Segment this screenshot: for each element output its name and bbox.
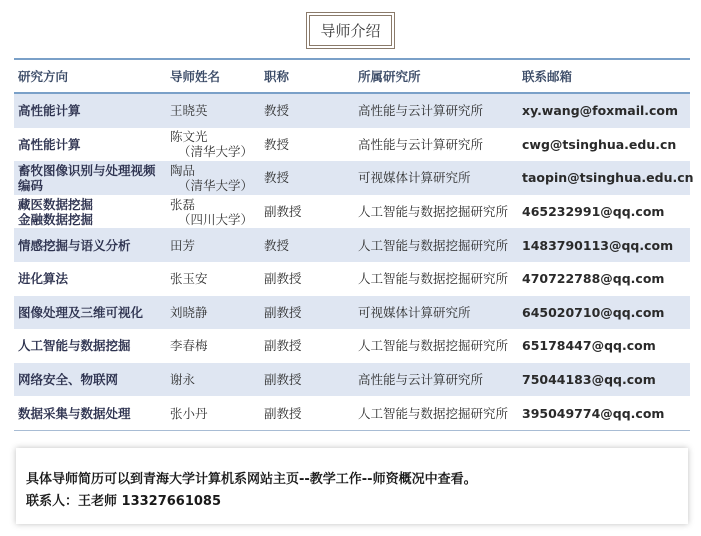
cell-direction: 数据采集与数据处理 <box>14 396 166 430</box>
advisor-name: 张磊 <box>170 196 196 212</box>
cell-institute: 可视媒体计算研究所 <box>354 296 518 330</box>
title-area <box>0 12 701 49</box>
cell-rank: 副教授 <box>260 296 354 330</box>
cell-name <box>166 161 260 195</box>
header-name: 导师姓名 <box>166 60 260 93</box>
cell-name <box>166 195 260 229</box>
cell-direction: 图像处理及三维可视化 <box>14 296 166 330</box>
cell-institute: 人工智能与数据挖掘研究所 <box>354 329 518 363</box>
cell-rank: 副教授 <box>260 329 354 363</box>
cell-email: taopin@tsinghua.edu.cn <box>518 161 690 195</box>
cell-email: 75044183@qq.com <box>518 363 690 397</box>
table-body <box>14 93 694 430</box>
cell-name <box>166 396 260 430</box>
cell-rank: 教授 <box>260 228 354 262</box>
advisor-name: 张玉安 <box>170 271 208 287</box>
table-row <box>14 363 690 397</box>
cell-direction: 高性能计算 <box>14 93 166 128</box>
cell-direction: 畜牧图像识别与处理视频编码 <box>14 161 166 195</box>
cell-name <box>166 262 260 296</box>
cell-email: 1483790113@qq.com <box>518 228 690 262</box>
cell-email: 465232991@qq.com <box>518 195 690 229</box>
cell-email: xy.wang@foxmail.com <box>518 93 690 128</box>
table-row <box>14 262 690 296</box>
cell-name <box>166 363 260 397</box>
advisor-name: 张小丹 <box>170 405 208 421</box>
advisor-name: 田芳 <box>170 237 196 253</box>
cell-direction: 网络安全、物联网 <box>14 363 166 397</box>
table-row <box>14 195 690 229</box>
cell-name <box>166 228 260 262</box>
advisor-name: 刘晓静 <box>170 304 208 320</box>
cell-email: 645020710@qq.com <box>518 296 690 330</box>
header-email: 联系邮箱 <box>518 60 690 93</box>
cell-institute: 人工智能与数据挖掘研究所 <box>354 396 518 430</box>
cell-rank: 教授 <box>260 128 354 162</box>
cell-rank: 副教授 <box>260 195 354 229</box>
footer-line-profile: 具体导师简历可以到青海大学计算机系网站主页--教学工作--师资概况中查看。 <box>26 472 477 487</box>
cell-direction: 情感挖掘与语义分析 <box>14 228 166 262</box>
cell-name <box>166 329 260 363</box>
cell-institute: 人工智能与数据挖掘研究所 <box>354 195 518 229</box>
advisor-name: 谢永 <box>170 372 196 388</box>
table-row <box>14 329 690 363</box>
cell-name <box>166 93 260 128</box>
cell-rank: 副教授 <box>260 262 354 296</box>
cell-email: 470722788@qq.com <box>518 262 690 296</box>
cell-direction: 藏医数据挖掘 金融数据挖掘 <box>14 195 166 229</box>
advisor-name: 陈文光 <box>170 129 208 145</box>
cell-institute: 人工智能与数据挖掘研究所 <box>354 228 518 262</box>
advisor-name: 李春梅 <box>170 338 208 354</box>
cell-rank: 副教授 <box>260 396 354 430</box>
advisor-table <box>14 60 694 430</box>
table-row <box>14 93 690 128</box>
header-rank: 职称 <box>260 60 354 93</box>
cell-email: cwg@tsinghua.edu.cn <box>518 128 690 162</box>
cell-name <box>166 128 260 162</box>
cell-direction: 高性能计算 <box>14 128 166 162</box>
footer-note <box>16 448 688 524</box>
cell-direction: 进化算法 <box>14 262 166 296</box>
footer-line-contact: 联系人：王老师 13327661085 <box>26 494 222 509</box>
table-row <box>14 228 690 262</box>
cell-name <box>166 296 260 330</box>
advisor-affiliation: （清华大学） <box>178 144 254 160</box>
advisor-table-container <box>14 58 694 431</box>
table-row <box>14 296 690 330</box>
cell-institute: 人工智能与数据挖掘研究所 <box>354 262 518 296</box>
cell-direction: 人工智能与数据挖掘 <box>14 329 166 363</box>
table-row <box>14 128 690 162</box>
table-row <box>14 161 690 195</box>
cell-rank: 教授 <box>260 161 354 195</box>
cell-email: 395049774@qq.com <box>518 396 690 430</box>
table-header <box>14 60 690 93</box>
cell-rank: 教授 <box>260 93 354 128</box>
advisor-name: 陶品 <box>170 162 196 178</box>
cell-institute: 高性能与云计算研究所 <box>354 363 518 397</box>
cell-institute: 高性能与云计算研究所 <box>354 93 518 128</box>
header-institute: 所属研究所 <box>354 60 518 93</box>
cell-email: 65178447@qq.com <box>518 329 690 363</box>
cell-rank: 副教授 <box>260 363 354 397</box>
cell-institute: 高性能与云计算研究所 <box>354 128 518 162</box>
cell-institute: 可视媒体计算研究所 <box>354 161 518 195</box>
advisor-affiliation: （清华大学） <box>178 177 254 193</box>
header-direction: 研究方向 <box>14 60 166 93</box>
page-title: 导师介绍 <box>309 15 391 46</box>
advisor-name: 王晓英 <box>170 103 208 119</box>
advisor-affiliation: （四川大学） <box>178 211 254 227</box>
table-row <box>14 396 690 430</box>
title-frame <box>306 12 394 49</box>
